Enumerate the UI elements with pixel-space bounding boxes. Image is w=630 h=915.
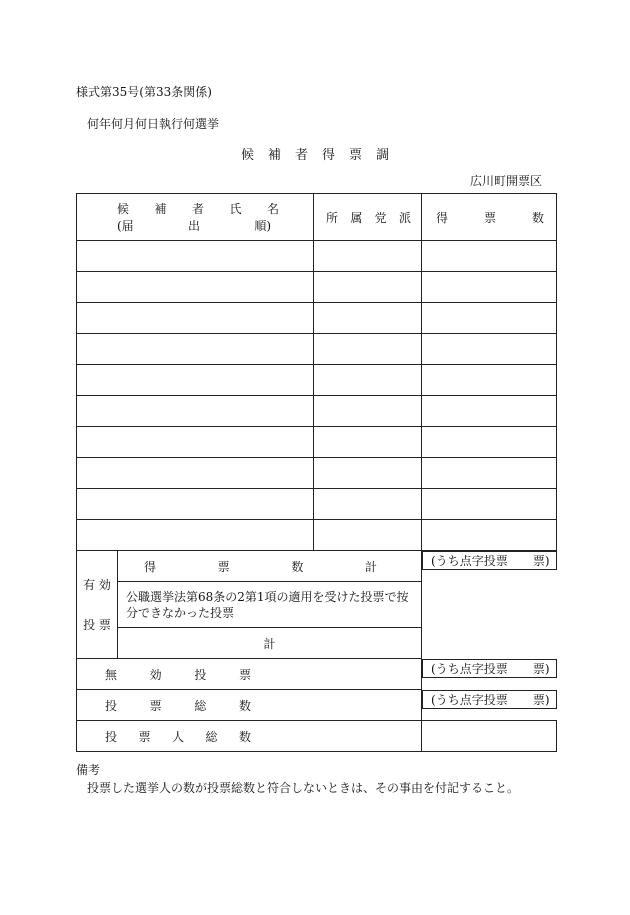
candidate-name-cell[interactable]: [77, 427, 314, 458]
party-cell[interactable]: [314, 489, 422, 520]
total-point-note[interactable]: (うち点字投票 票): [422, 690, 557, 709]
filing-order-label: (届 出 順): [117, 219, 272, 233]
candidate-row: [77, 427, 557, 458]
election-title: 何年何月何日執行何選挙: [87, 117, 220, 131]
vote-count-table: [76, 193, 557, 752]
total-voters-label: 投 票 人 総 数: [77, 721, 422, 752]
candidate-name-header: [77, 194, 314, 241]
votes-cell[interactable]: [422, 334, 557, 365]
apportion-row: [77, 582, 557, 628]
invalid-votes-label: 無 効 投 票: [77, 659, 422, 690]
candidate-name-cell[interactable]: [77, 520, 314, 551]
counting-district: 広川町開票区: [469, 174, 542, 188]
valid-votes-label: 有 効 投 票: [77, 551, 118, 659]
party-cell[interactable]: [314, 303, 422, 334]
apportion-note: 公職選挙法第68条の2第1項の適用を受けた投票で按分できなかった投票: [118, 582, 422, 628]
candidate-row: [77, 365, 557, 396]
votes-cell[interactable]: [422, 427, 557, 458]
total-votes-label: 投 票 総 数: [77, 690, 422, 721]
subtotal-row: [77, 628, 557, 659]
candidate-row: [77, 334, 557, 365]
candidate-row: [77, 458, 557, 489]
candidate-name-label: 候 補 者 氏 名: [117, 202, 280, 216]
votes-cell[interactable]: [422, 241, 557, 272]
votes-cell[interactable]: [422, 489, 557, 520]
votes-total-label: 得 票 数 計: [118, 551, 422, 582]
candidate-name-cell[interactable]: [77, 365, 314, 396]
candidate-name-cell[interactable]: [77, 241, 314, 272]
party-header: 所 属 党 派: [314, 194, 422, 241]
candidate-name-cell[interactable]: [77, 396, 314, 427]
candidate-row: [77, 303, 557, 334]
votes-cell[interactable]: [422, 396, 557, 427]
party-cell[interactable]: [314, 272, 422, 303]
candidate-row: [77, 520, 557, 551]
candidate-row: [77, 241, 557, 272]
candidate-name-cell[interactable]: [77, 272, 314, 303]
subtotal-label: 計: [118, 628, 422, 659]
votes-cell[interactable]: [422, 365, 557, 396]
invalid-point-note[interactable]: (うち点字投票 票): [422, 659, 557, 678]
party-cell[interactable]: [314, 365, 422, 396]
candidate-name-cell[interactable]: [77, 489, 314, 520]
votes-cell[interactable]: [422, 458, 557, 489]
document-title: 候補者得票調: [240, 148, 403, 163]
valid-point-note[interactable]: (うち点字投票 票): [422, 551, 557, 570]
party-cell[interactable]: [314, 241, 422, 272]
candidate-row: [77, 272, 557, 303]
total-voters-cell[interactable]: [422, 721, 557, 752]
header-row: [77, 194, 557, 241]
total-votes-row: [77, 690, 557, 721]
votes-cell[interactable]: [422, 272, 557, 303]
candidate-name-cell[interactable]: [77, 334, 314, 365]
votes-cell[interactable]: [422, 520, 557, 551]
total-voters-row: [77, 721, 557, 752]
party-cell[interactable]: [314, 520, 422, 551]
party-cell[interactable]: [314, 396, 422, 427]
party-cell[interactable]: [314, 427, 422, 458]
remarks-heading: 備考: [76, 763, 101, 777]
invalid-votes-row: [77, 659, 557, 690]
candidate-name-cell[interactable]: [77, 303, 314, 334]
remarks-text: 投票した選挙人の数が投票総数と符合しないときは、その事由を付記すること。: [87, 781, 520, 795]
candidate-row: [77, 396, 557, 427]
form-number: 様式第35号(第33条関係): [76, 85, 212, 99]
party-cell[interactable]: [314, 334, 422, 365]
party-cell[interactable]: [314, 458, 422, 489]
candidate-name-cell[interactable]: [77, 458, 314, 489]
candidate-row: [77, 489, 557, 520]
votes-header: 得 票 数: [422, 194, 557, 241]
votes-total-row: [77, 551, 557, 582]
votes-cell[interactable]: [422, 303, 557, 334]
